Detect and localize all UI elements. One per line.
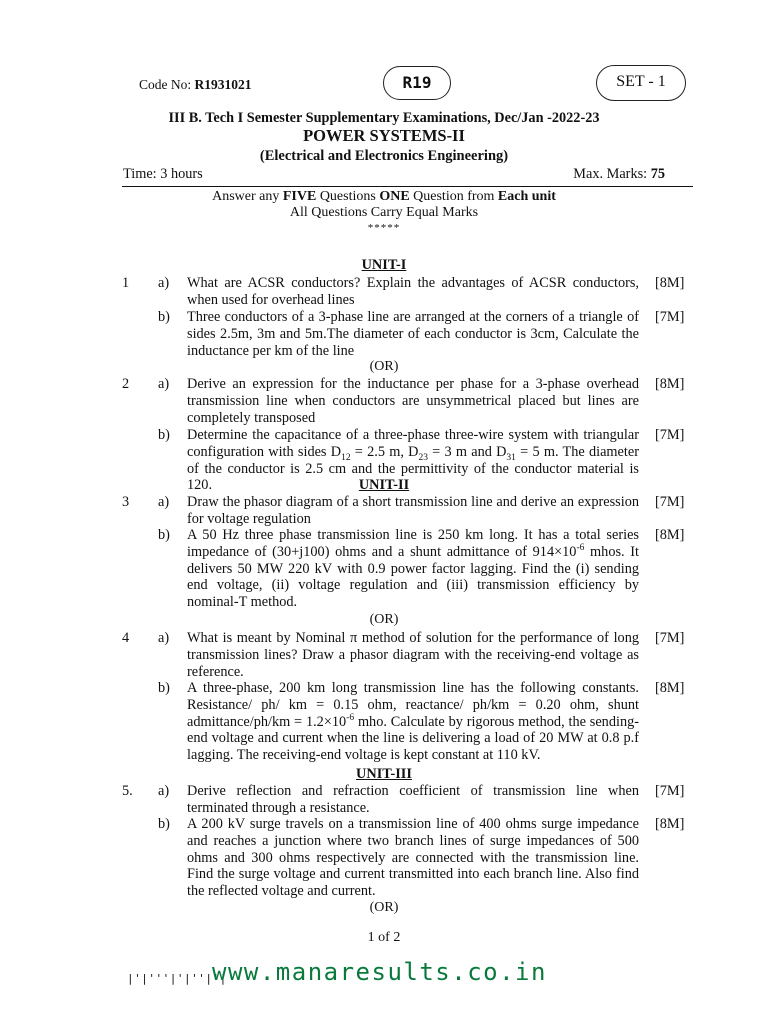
question-number: 4 bbox=[122, 630, 130, 646]
regulation-badge: R19 bbox=[383, 66, 451, 100]
question-text: What is meant by Nominal π method of solution for the performance of long transmission lines? Draw a phasor diagram with the receiving-end voltage as reference. bbox=[187, 630, 639, 680]
instruction-line-1: Answer any FIVE Questions ONE Question from Each unit bbox=[212, 189, 556, 204]
set-badge: SET - 1 bbox=[596, 65, 686, 101]
marks: [8M] bbox=[655, 816, 685, 832]
question-text: Derive an expression for the inductance per phase for a 3-phase overhead transmission line when conductors are unsymmetrical placed but lines are completely transposed bbox=[187, 376, 639, 426]
question-text: Determine the capacitance of a three-phase three-wire system with triangular configuration with sides $D_{12} = 2.5$ m, $D_{23} = 3$ m and $D_{31} = 5$ m. The diameter of the conductor is 2.5 cm and the permittivity of the conductor material is 120. bbox=[187, 427, 639, 494]
marks: [8M] bbox=[655, 275, 685, 291]
barcode-mark: |'|'''|'|''|'| bbox=[127, 972, 227, 985]
unit-2-heading: UNIT-II bbox=[358, 477, 410, 493]
part-label: b) bbox=[158, 309, 170, 325]
marks: [7M] bbox=[655, 630, 685, 646]
or-separator: (OR) bbox=[369, 359, 399, 374]
question-number: 3 bbox=[122, 494, 130, 510]
branch-title: (Electrical and Electronics Engineering) bbox=[259, 148, 509, 164]
exam-title: III B. Tech I Semester Supplementary Examinations, Dec/Jan -2022-23 bbox=[168, 110, 600, 126]
part-label: a) bbox=[158, 783, 170, 799]
subject-title: POWER SYSTEMS-II bbox=[303, 126, 465, 145]
question-text: What are ACSR conductors? Explain the advantages of ACSR conductors, when used for overhead lines bbox=[187, 275, 639, 308]
marks: [7M] bbox=[655, 309, 685, 325]
max-marks-label: Max. Marks: bbox=[573, 166, 651, 182]
instruction-line-2: All Questions Carry Equal Marks bbox=[289, 205, 479, 220]
question-text: Three conductors of a 3-phase line are arranged at the corners of a triangle of sides 2.5m, 3m and 5m.The diameter of each conductor is 3cm, Calculate the inductance per km of the line bbox=[187, 309, 639, 359]
question-text: A 50 Hz three phase transmission line is 250 km long. It has a total series impedance of (30+j100) ohms and a shunt admittance of $914\times 10^{-6}$ mhos. It delivers 50 MW 220 kV with 0.9 power factor lagging. Find the (i) sending end voltage, (ii) voltage regulation and (iii) transmission efficiency by nominal-T method. bbox=[187, 527, 640, 611]
marks: [7M] bbox=[655, 427, 685, 443]
time-label: Time: 3 hours bbox=[123, 166, 203, 182]
website-watermark: www.manaresults.co.in bbox=[212, 958, 547, 986]
unit-1-heading: UNIT-I bbox=[361, 257, 407, 273]
separator-stars: ***** bbox=[367, 222, 401, 234]
or-separator: (OR) bbox=[369, 900, 399, 915]
marks: [7M] bbox=[655, 783, 685, 799]
part-label: b) bbox=[158, 527, 170, 543]
question-number: 1 bbox=[122, 275, 130, 291]
unit-3-heading: UNIT-III bbox=[356, 766, 412, 782]
code-label: Code No: bbox=[139, 77, 195, 92]
part-label: b) bbox=[158, 427, 170, 443]
max-marks bbox=[573, 166, 665, 183]
question-text: Derive reflection and refraction coefficient of transmission line when terminated through a resistance. bbox=[187, 783, 639, 816]
part-label: b) bbox=[158, 680, 170, 696]
part-label: a) bbox=[158, 275, 170, 291]
marks: [7M] bbox=[655, 494, 685, 510]
marks: [8M] bbox=[655, 680, 685, 696]
question-number: 5. bbox=[122, 783, 133, 799]
part-label: a) bbox=[158, 376, 170, 392]
page-number: 1 of 2 bbox=[367, 930, 401, 945]
max-marks-value: 75 bbox=[650, 166, 665, 182]
question-number: 2 bbox=[122, 376, 130, 392]
part-label: a) bbox=[158, 494, 170, 510]
part-label: b) bbox=[158, 816, 170, 832]
question-text: A 200 kV surge travels on a transmission line of 400 ohms surge impedance and reaches a junction where two branch lines of surge impedances of 500 ohms and 300 ohms respectively are connected with the transmission line. Find the surge voltage and current transmitted into each branch line. Also find the reflected voltage and current. bbox=[187, 816, 639, 900]
code-value: R1931021 bbox=[194, 77, 252, 92]
question-text: A three-phase, 200 km long transmission line has the following constants. Resistance/ ph/ km = 0.15 ohm, reactance/ ph/km = 0.20 ohm, shunt admittance/ph/km = $1.2\times 10^{-6}$ mho. Calculate by rigorous method, the sending-end voltage and current when the line is delivering a load of 20 MW at 0.8 p.f lagging. The receiving-end voltage is kept constant at 110 kV. bbox=[187, 680, 639, 764]
question-text: Draw the phasor diagram of a short transmission line and derive an expression for voltage regulation bbox=[187, 494, 639, 527]
marks: [8M] bbox=[655, 527, 685, 543]
code-number bbox=[139, 77, 252, 93]
part-label: a) bbox=[158, 630, 170, 646]
or-separator: (OR) bbox=[369, 612, 399, 627]
marks: [8M] bbox=[655, 376, 685, 392]
header-divider bbox=[122, 186, 693, 187]
